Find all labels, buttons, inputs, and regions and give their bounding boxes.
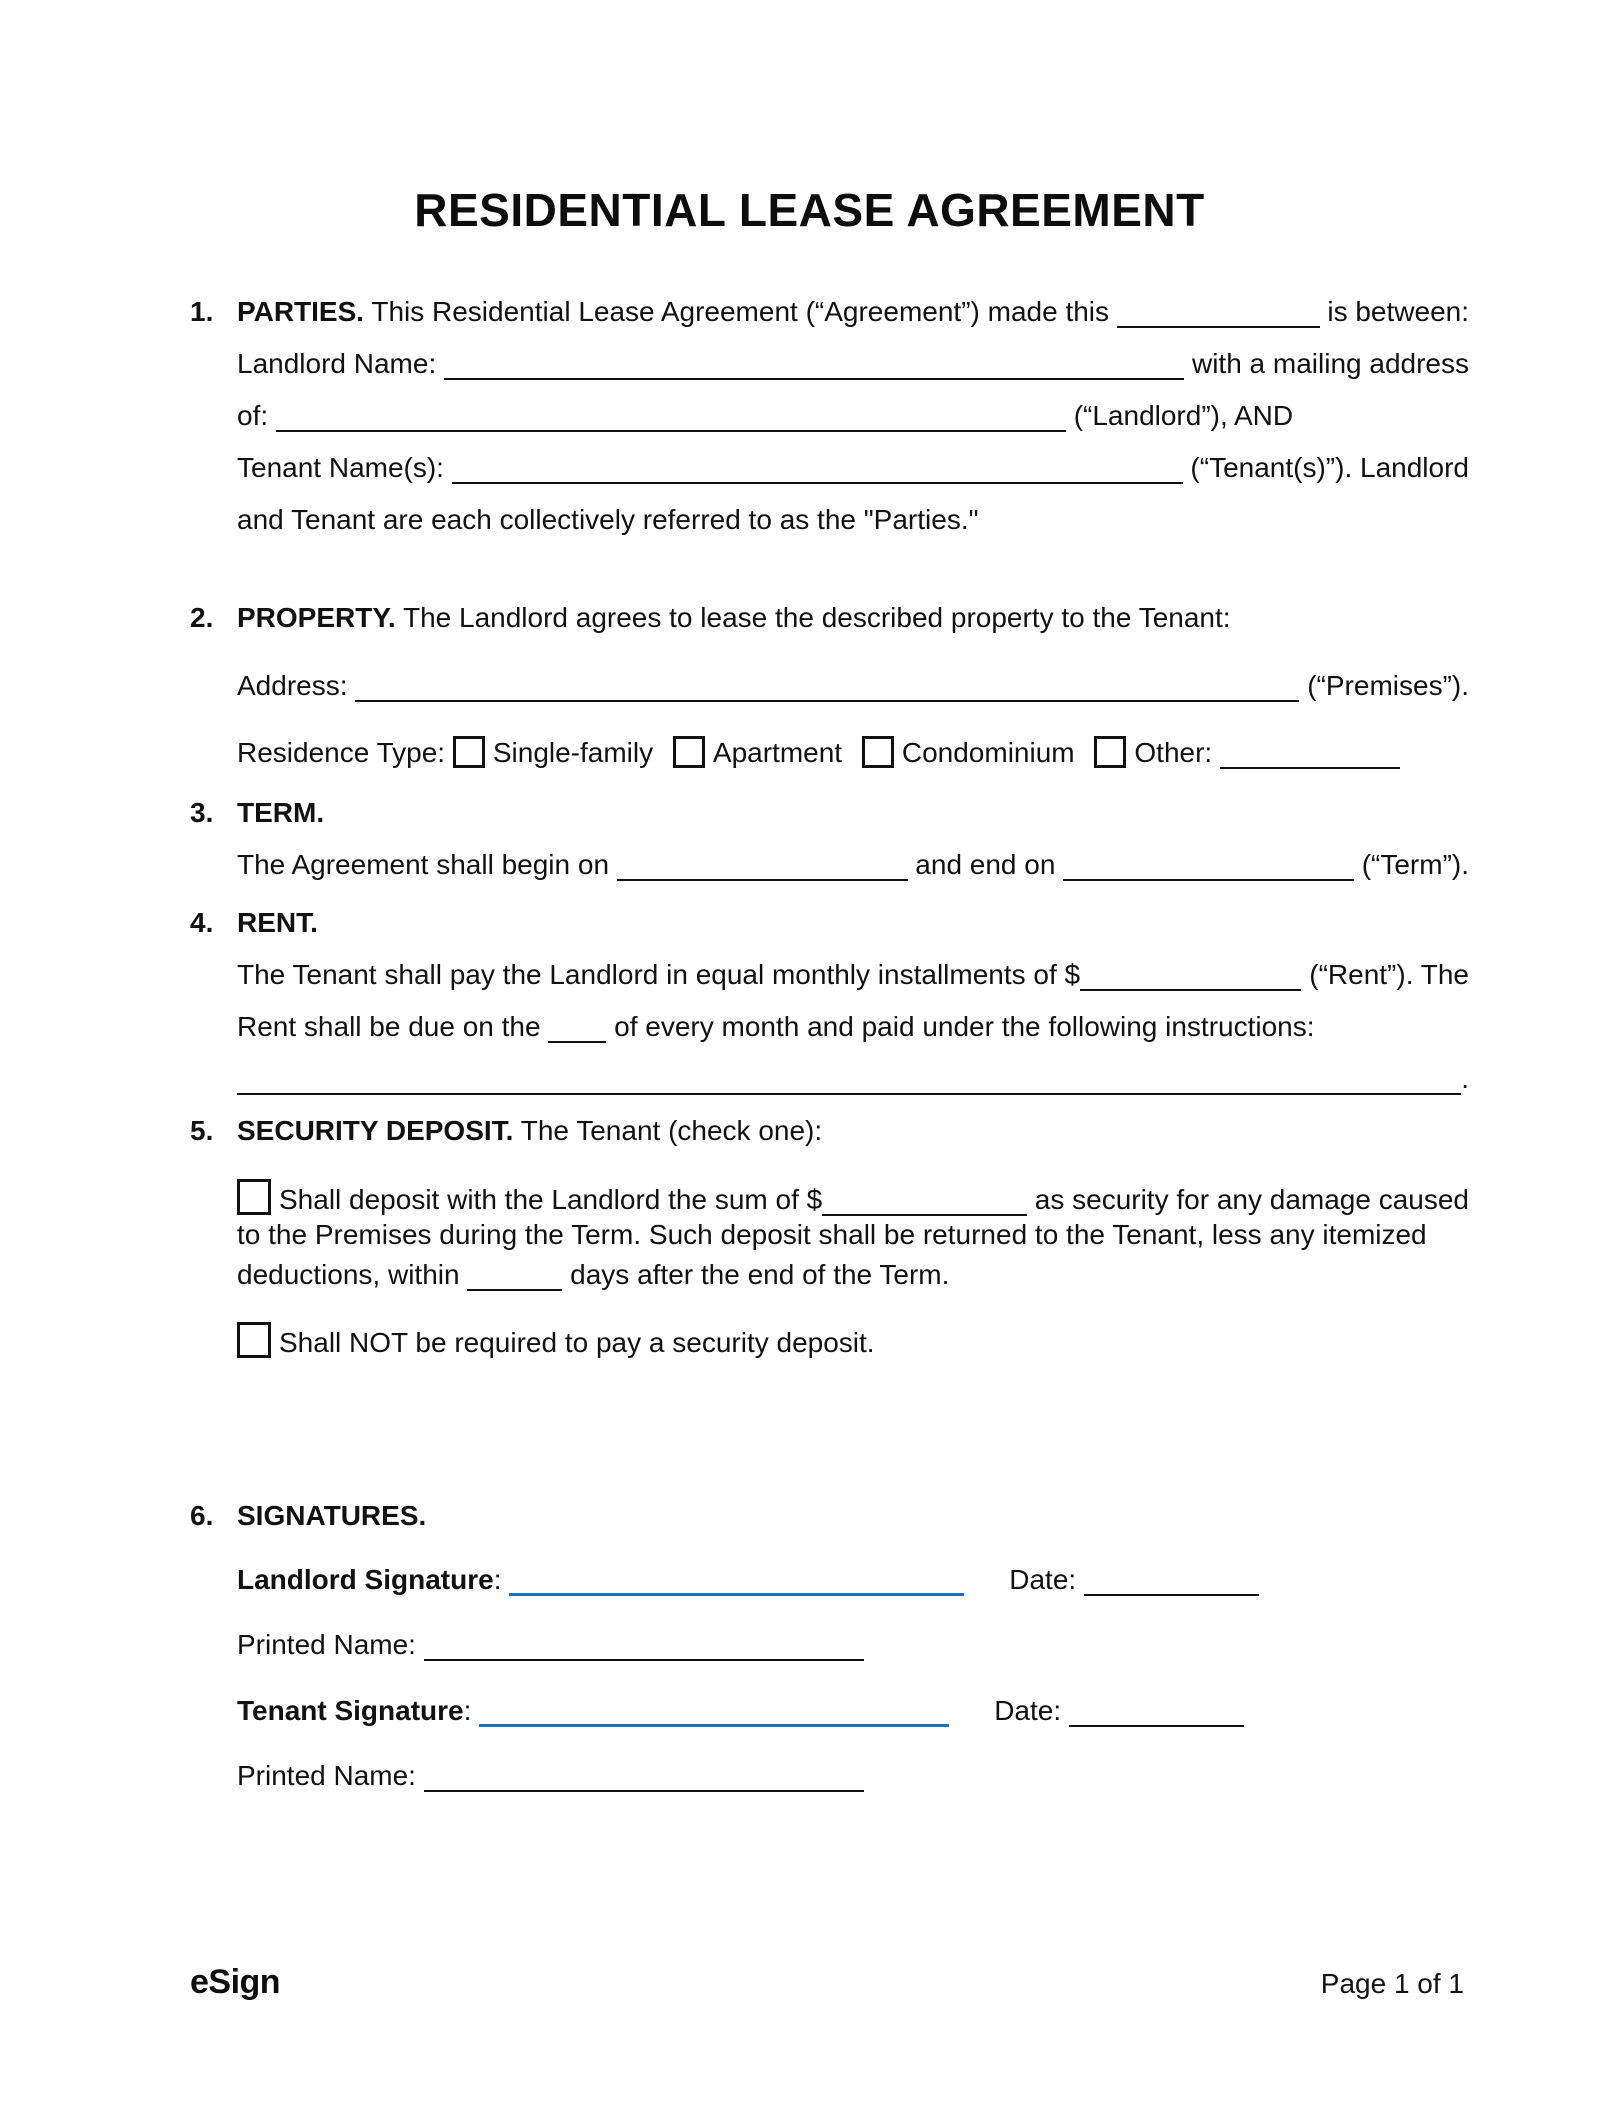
text-run: and Tenant are each collectively referred to as the "Parties." — [237, 504, 979, 535]
printed-name-label: Printed Name: — [237, 1760, 424, 1791]
text-run: and end on — [907, 849, 1064, 880]
payment-instructions-field[interactable] — [237, 1063, 1461, 1095]
text-run: as security for any damage caused — [1026, 1184, 1469, 1215]
text-run: (“Landlord”), AND — [1065, 400, 1294, 431]
section-rent — [190, 897, 1469, 1105]
text-run: is between: — [1319, 296, 1469, 327]
text-run: Shall deposit with the Landlord the sum of $ — [279, 1184, 823, 1215]
section-number: 5. — [190, 1115, 214, 1146]
rent-due-day-field[interactable] — [548, 1011, 606, 1043]
section-security-deposit — [190, 1105, 1469, 1360]
esign-logo: eSign — [190, 1963, 281, 2001]
tenant-sign-date-field[interactable] — [1069, 1695, 1244, 1727]
checkbox-no-deposit[interactable] — [237, 1322, 271, 1358]
text-run: (“Term”). — [1353, 849, 1469, 880]
text-run: : — [493, 1564, 510, 1595]
landlord-name-field[interactable] — [444, 348, 1184, 380]
section-number: 6. — [190, 1500, 214, 1531]
section-heading: PARTIES. — [237, 296, 365, 327]
landlord-sign-date-field[interactable] — [1084, 1564, 1259, 1596]
text-run: : — [463, 1695, 480, 1726]
deposit-amount-field[interactable] — [822, 1184, 1027, 1216]
tenant-names-label: Tenant Name(s): — [237, 452, 452, 483]
text-run: to the Premises during the Term. Such deposit shall be returned to the Tenant, less any itemized — [237, 1219, 1427, 1250]
text-run: of every month and paid under the following instructions: — [606, 1011, 1315, 1042]
text-run: (“Premises”). — [1299, 670, 1469, 701]
checkbox-apartment[interactable] — [673, 736, 705, 768]
spacer — [964, 1588, 1009, 1589]
text-run: with a mailing address — [1184, 348, 1469, 379]
section-number: 4. — [190, 907, 214, 938]
text-run: The Tenant shall pay the Landlord in equal monthly installments of $ — [237, 959, 1081, 990]
other-residence-field[interactable] — [1220, 737, 1400, 769]
checkbox-condominium[interactable] — [862, 736, 894, 768]
tenant-names-field[interactable] — [452, 452, 1183, 484]
date-label: Date: — [994, 1695, 1069, 1726]
section-heading: SECURITY DEPOSIT. — [237, 1115, 514, 1146]
document-title: RESIDENTIAL LEASE AGREEMENT — [414, 184, 1205, 236]
section-heading: PROPERTY. — [237, 602, 396, 633]
text-run: . — [1461, 1063, 1469, 1094]
deposit-return-days-field[interactable] — [467, 1259, 562, 1291]
text-run: (“Tenant(s)”). Landlord — [1182, 452, 1469, 483]
section-heading: SIGNATURES. — [237, 1500, 427, 1531]
landlord-address-label: of: — [237, 400, 276, 431]
landlord-signature-label: Landlord Signature — [237, 1564, 494, 1595]
text-run: Shall NOT be required to pay a security deposit. — [279, 1327, 875, 1358]
option-label: Single-family — [492, 737, 661, 768]
text-run: days after the end of the Term. — [562, 1259, 950, 1290]
section-parties — [190, 286, 1469, 546]
date-label: Date: — [1009, 1564, 1084, 1595]
section-number: 3. — [190, 797, 214, 828]
section-heading: RENT. — [237, 907, 318, 938]
tenant-signature-field[interactable] — [479, 1694, 949, 1727]
term-end-date-field[interactable] — [1063, 849, 1354, 881]
landlord-printed-name-field[interactable] — [424, 1629, 864, 1661]
text-run: The Agreement shall begin on — [237, 849, 617, 880]
text-run: This Residential Lease Agreement (“Agreement”) made this — [364, 296, 1117, 327]
spacer — [949, 1719, 994, 1720]
page-indicator: Page 1 of 1 — [1320, 1968, 1464, 1999]
checkbox-other[interactable] — [1094, 736, 1126, 768]
page-footer — [190, 1962, 1464, 2004]
landlord-name-label: Landlord Name: — [237, 348, 445, 379]
section-heading: TERM. — [237, 797, 325, 828]
text-run: Rent shall be due on the — [237, 1011, 549, 1042]
residence-type-label: Residence Type: — [237, 737, 453, 768]
option-label: Other: — [1134, 737, 1220, 768]
term-start-date-field[interactable] — [617, 849, 908, 881]
section-signatures — [190, 1490, 1469, 1802]
section-term — [190, 787, 1469, 891]
text-run: (“Rent”). The — [1301, 959, 1469, 990]
tenant-signature-label: Tenant Signature — [237, 1695, 464, 1726]
section-number: 1. — [190, 296, 214, 327]
rent-amount-field[interactable] — [1080, 959, 1301, 991]
property-address-field[interactable] — [355, 670, 1299, 702]
printed-name-label: Printed Name: — [237, 1629, 424, 1660]
agreement-date-field[interactable] — [1117, 296, 1320, 328]
option-label: Apartment — [712, 737, 850, 768]
text-run: The Landlord agrees to lease the described property to the Tenant: — [395, 602, 1231, 633]
text-run: deductions, within — [237, 1259, 468, 1290]
landlord-address-field[interactable] — [276, 400, 1066, 432]
checkbox-single-family[interactable] — [453, 736, 485, 768]
landlord-signature-field[interactable] — [509, 1563, 964, 1596]
property-address-label: Address: — [237, 670, 356, 701]
text-run: The Tenant (check one): — [513, 1115, 823, 1146]
option-label: Condominium — [901, 737, 1083, 768]
checkbox-shall-deposit[interactable] — [237, 1179, 271, 1215]
section-number: 2. — [190, 602, 214, 633]
section-property — [190, 592, 1469, 779]
tenant-printed-name-field[interactable] — [424, 1760, 864, 1792]
